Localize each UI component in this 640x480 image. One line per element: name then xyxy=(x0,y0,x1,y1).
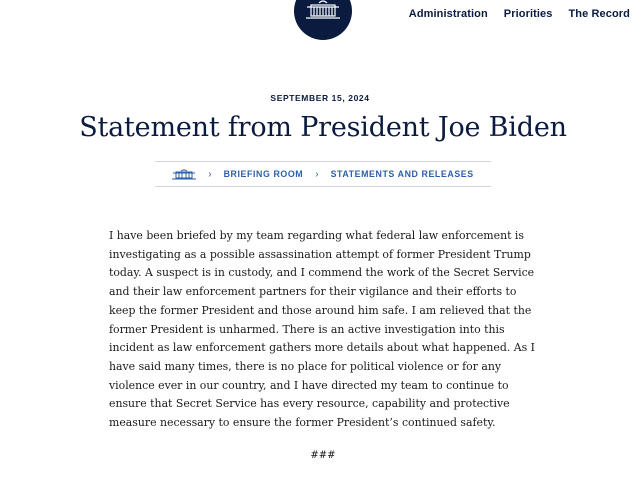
main-nav xyxy=(409,8,630,20)
page-title: Statement from President Joe Biden xyxy=(79,112,567,143)
chevron-right-icon: › xyxy=(208,168,212,180)
article-date: SEPTEMBER 15, 2024 xyxy=(270,93,370,103)
nav-the-record-link[interactable]: The Record xyxy=(568,8,630,20)
nav-priorities-link[interactable]: Priorities xyxy=(503,8,553,20)
white-house-seal-icon xyxy=(303,0,343,24)
white-house-logo[interactable] xyxy=(294,0,352,40)
breadcrumb xyxy=(155,161,491,187)
chevron-right-icon: › xyxy=(315,168,319,180)
nav-administration-link[interactable]: Administration xyxy=(408,8,488,20)
breadcrumb-briefing-room[interactable]: BRIEFING ROOM xyxy=(223,169,304,179)
article-body: I have been briefed by my team regarding what federal law enforcement is investigating as a possible assassination attempt of former President Trump today. A suspect is in custody, and I commend the work of the Secret Service and their law enforcement partners for their vigilance and their efforts to keep the former President and those around him safe. I am relieved that the former President is unharmed. There is an active investigation into this incident as law enforcement gathers more details about what happened. As I have said many times, there is no place for political violence or for any violence ever in our country, and I have directed my team to continue to ensure that Secret Service has every resource, capability and protective measure necessary to ensure the former President’s continued safety. xyxy=(109,229,535,430)
end-mark: ### xyxy=(310,450,336,461)
breadcrumb-home-link[interactable] xyxy=(172,169,196,180)
breadcrumb-statements-and-releases[interactable]: STATEMENTS AND RELEASES xyxy=(330,169,474,179)
white-house-icon xyxy=(172,169,196,180)
